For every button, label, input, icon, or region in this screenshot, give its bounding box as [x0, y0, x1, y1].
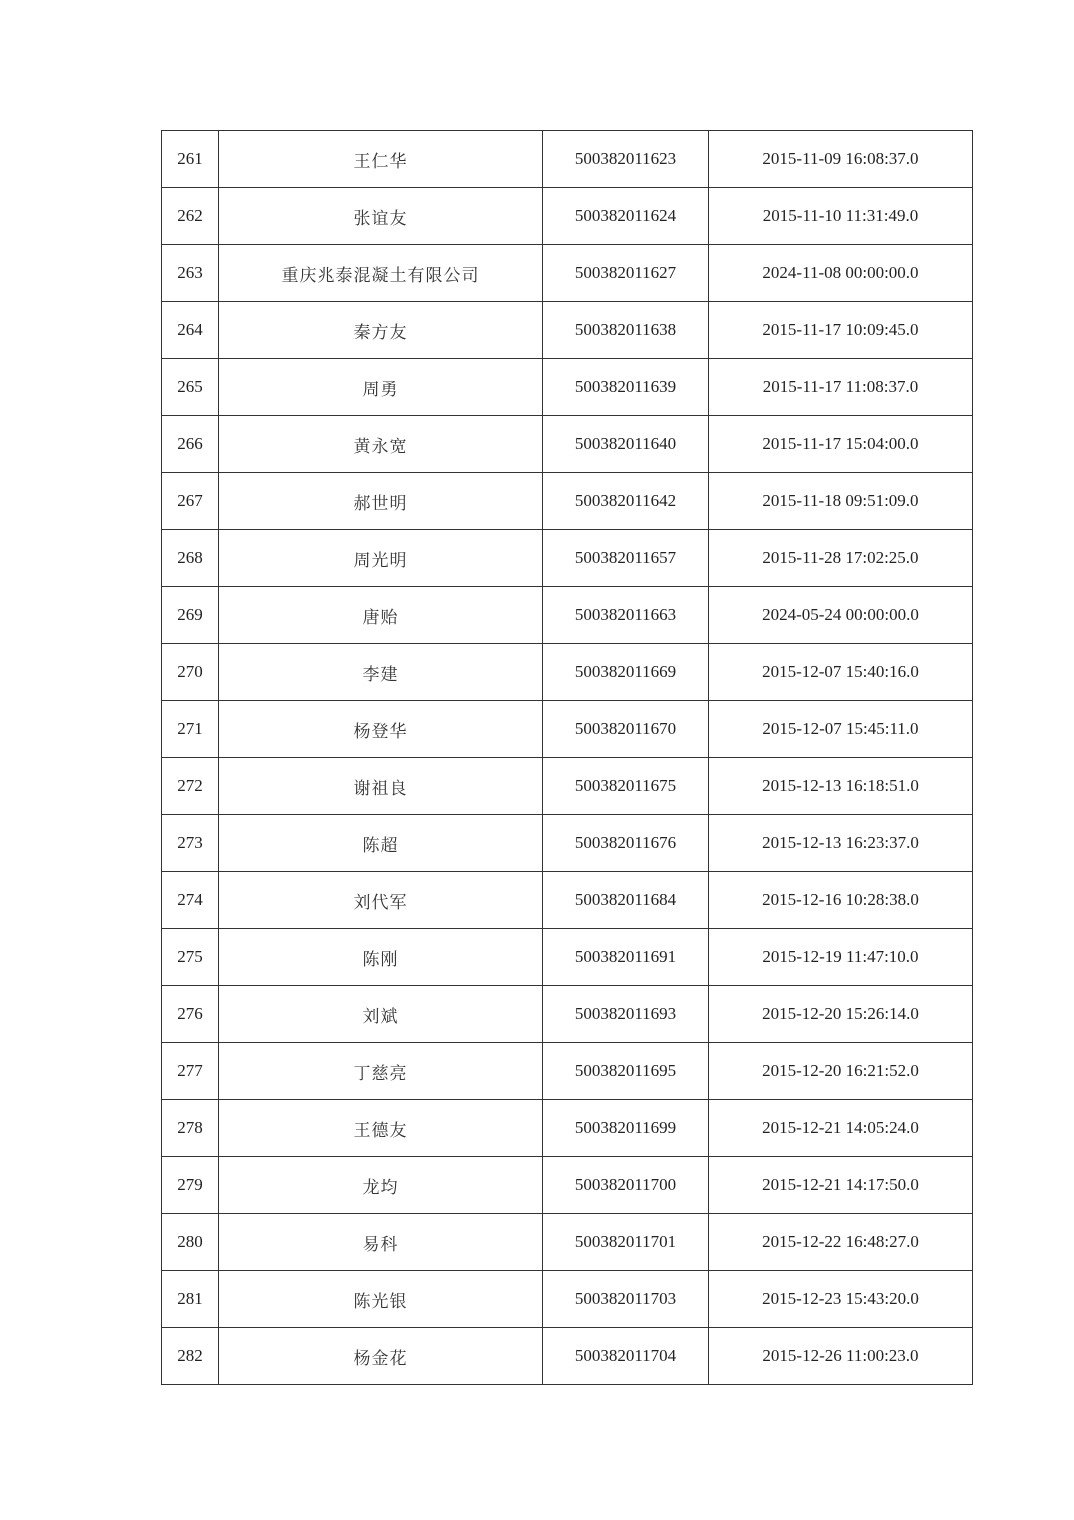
row-code-cell: 500382011663 [543, 587, 709, 644]
table-row [162, 473, 973, 530]
table-row [162, 1100, 973, 1157]
records-table-body [162, 131, 973, 1385]
row-index-cell: 278 [162, 1100, 219, 1157]
row-name-cell: 丁慈亮 [219, 1043, 543, 1100]
row-datetime-cell: 2015-12-19 11:47:10.0 [709, 929, 973, 986]
row-index-cell: 263 [162, 245, 219, 302]
row-index-cell: 270 [162, 644, 219, 701]
row-name-cell: 秦方友 [219, 302, 543, 359]
row-index-cell: 279 [162, 1157, 219, 1214]
row-index-cell: 267 [162, 473, 219, 530]
row-name-cell: 周勇 [219, 359, 543, 416]
row-datetime-cell: 2024-05-24 00:00:00.0 [709, 587, 973, 644]
row-code-cell: 500382011657 [543, 530, 709, 587]
table-row [162, 872, 973, 929]
row-name-cell: 王仁华 [219, 131, 543, 188]
row-index-cell: 280 [162, 1214, 219, 1271]
row-datetime-cell: 2015-12-07 15:40:16.0 [709, 644, 973, 701]
row-datetime-cell: 2015-12-21 14:17:50.0 [709, 1157, 973, 1214]
row-name-cell: 重庆兆泰混凝土有限公司 [219, 245, 543, 302]
row-index-cell: 275 [162, 929, 219, 986]
row-index-cell: 273 [162, 815, 219, 872]
row-code-cell: 500382011691 [543, 929, 709, 986]
table-row [162, 416, 973, 473]
row-datetime-cell: 2015-12-22 16:48:27.0 [709, 1214, 973, 1271]
row-name-cell: 杨登华 [219, 701, 543, 758]
table-row [162, 302, 973, 359]
row-code-cell: 500382011693 [543, 986, 709, 1043]
table-row [162, 986, 973, 1043]
row-code-cell: 500382011699 [543, 1100, 709, 1157]
row-code-cell: 500382011675 [543, 758, 709, 815]
table-row [162, 188, 973, 245]
row-name-cell: 张谊友 [219, 188, 543, 245]
row-code-cell: 500382011669 [543, 644, 709, 701]
table-row [162, 530, 973, 587]
row-datetime-cell: 2015-12-13 16:23:37.0 [709, 815, 973, 872]
row-datetime-cell: 2015-12-13 16:18:51.0 [709, 758, 973, 815]
row-name-cell: 唐贻 [219, 587, 543, 644]
row-datetime-cell: 2015-12-26 11:00:23.0 [709, 1328, 973, 1385]
row-code-cell: 500382011638 [543, 302, 709, 359]
table-row [162, 644, 973, 701]
row-index-cell: 261 [162, 131, 219, 188]
table-row [162, 1043, 973, 1100]
row-code-cell: 500382011670 [543, 701, 709, 758]
row-datetime-cell: 2015-11-17 15:04:00.0 [709, 416, 973, 473]
row-code-cell: 500382011701 [543, 1214, 709, 1271]
table-row [162, 131, 973, 188]
row-datetime-cell: 2015-12-21 14:05:24.0 [709, 1100, 973, 1157]
row-datetime-cell: 2015-11-28 17:02:25.0 [709, 530, 973, 587]
row-code-cell: 500382011700 [543, 1157, 709, 1214]
row-datetime-cell: 2015-11-17 11:08:37.0 [709, 359, 973, 416]
row-index-cell: 281 [162, 1271, 219, 1328]
row-code-cell: 500382011676 [543, 815, 709, 872]
row-datetime-cell: 2015-11-18 09:51:09.0 [709, 473, 973, 530]
row-index-cell: 272 [162, 758, 219, 815]
row-index-cell: 265 [162, 359, 219, 416]
table-row [162, 1157, 973, 1214]
row-name-cell: 李建 [219, 644, 543, 701]
row-index-cell: 274 [162, 872, 219, 929]
row-name-cell: 陈光银 [219, 1271, 543, 1328]
row-code-cell: 500382011627 [543, 245, 709, 302]
row-name-cell: 谢祖良 [219, 758, 543, 815]
row-datetime-cell: 2015-12-07 15:45:11.0 [709, 701, 973, 758]
row-code-cell: 500382011684 [543, 872, 709, 929]
row-name-cell: 陈超 [219, 815, 543, 872]
row-datetime-cell: 2015-11-17 10:09:45.0 [709, 302, 973, 359]
table-row [162, 245, 973, 302]
table-row [162, 701, 973, 758]
row-name-cell: 王德友 [219, 1100, 543, 1157]
row-datetime-cell: 2015-12-20 15:26:14.0 [709, 986, 973, 1043]
row-code-cell: 500382011624 [543, 188, 709, 245]
row-index-cell: 264 [162, 302, 219, 359]
row-datetime-cell: 2015-12-23 15:43:20.0 [709, 1271, 973, 1328]
row-index-cell: 282 [162, 1328, 219, 1385]
row-code-cell: 500382011695 [543, 1043, 709, 1100]
table-row [162, 815, 973, 872]
table-row [162, 587, 973, 644]
row-name-cell: 刘代军 [219, 872, 543, 929]
row-name-cell: 易科 [219, 1214, 543, 1271]
row-code-cell: 500382011639 [543, 359, 709, 416]
row-index-cell: 277 [162, 1043, 219, 1100]
row-index-cell: 276 [162, 986, 219, 1043]
table-row [162, 359, 973, 416]
row-datetime-cell: 2024-11-08 00:00:00.0 [709, 245, 973, 302]
row-index-cell: 271 [162, 701, 219, 758]
row-code-cell: 500382011642 [543, 473, 709, 530]
row-code-cell: 500382011703 [543, 1271, 709, 1328]
row-name-cell: 龙均 [219, 1157, 543, 1214]
row-datetime-cell: 2015-12-16 10:28:38.0 [709, 872, 973, 929]
table-row [162, 758, 973, 815]
table-row [162, 1328, 973, 1385]
row-name-cell: 陈刚 [219, 929, 543, 986]
row-index-cell: 266 [162, 416, 219, 473]
row-datetime-cell: 2015-11-10 11:31:49.0 [709, 188, 973, 245]
row-code-cell: 500382011704 [543, 1328, 709, 1385]
records-table [161, 130, 973, 1385]
row-datetime-cell: 2015-11-09 16:08:37.0 [709, 131, 973, 188]
row-index-cell: 269 [162, 587, 219, 644]
table-row [162, 1214, 973, 1271]
row-name-cell: 刘斌 [219, 986, 543, 1043]
row-code-cell: 500382011640 [543, 416, 709, 473]
table-row [162, 929, 973, 986]
row-code-cell: 500382011623 [543, 131, 709, 188]
row-index-cell: 268 [162, 530, 219, 587]
row-name-cell: 黄永宽 [219, 416, 543, 473]
row-index-cell: 262 [162, 188, 219, 245]
row-name-cell: 郝世明 [219, 473, 543, 530]
row-name-cell: 周光明 [219, 530, 543, 587]
row-name-cell: 杨金花 [219, 1328, 543, 1385]
row-datetime-cell: 2015-12-20 16:21:52.0 [709, 1043, 973, 1100]
table-row [162, 1271, 973, 1328]
